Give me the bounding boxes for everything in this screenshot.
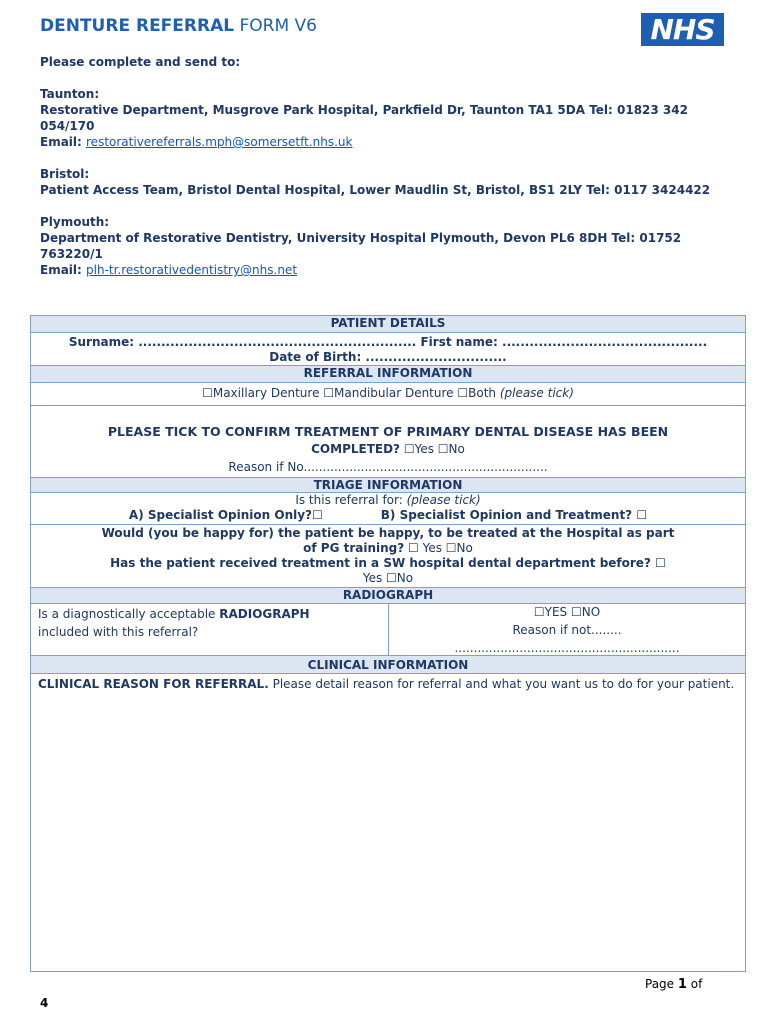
radiograph-reason[interactable]: Reason if not........ (512, 623, 622, 637)
referral-for-label: Is this referral for: (295, 493, 407, 507)
clinical-info-header: CLINICAL INFORMATION (31, 656, 745, 674)
specialist-opinion-only-checkbox[interactable]: A) Specialist Opinion Only?☐ (128, 508, 323, 522)
radiograph-row (31, 604, 745, 656)
clinical-reason-label (38, 676, 738, 692)
patient-details-header: PATIENT DETAILS (31, 316, 745, 333)
primary-disease-completed-label: COMPLETED? (311, 442, 401, 456)
radiograph-question-pre: Is a diagnostically acceptable (38, 607, 220, 621)
plymouth-label: Plymouth: (40, 215, 110, 229)
radiograph-header: RADIOGRAPH (31, 587, 745, 604)
radiograph-question-post: included with this referral? (38, 625, 199, 639)
pg-training-label: of PG training? (303, 541, 405, 555)
sw-hospital-question[interactable]: Has the patient received treatment in a SW hospital dental department before? ☐ (110, 556, 666, 570)
radiograph-answers[interactable]: ☐YES ☐NO (533, 605, 601, 619)
denture-type-checkboxes[interactable]: ☐Maxillary Denture ☐Mandibular Denture ☐Both (202, 386, 496, 400)
primary-disease-answers[interactable]: ☐Yes ☐No (400, 442, 465, 456)
form-title-bold: DENTURE REFERRAL (40, 16, 235, 36)
pg-training-row (31, 525, 745, 587)
taunton-email-line (40, 134, 730, 150)
taunton-address: Restorative Department, Musgrove Park Hospital, Parkfield Dr, Taunton TA1 5DA Tel: 01823 342 054/170 (40, 103, 688, 133)
surname-firstname-field[interactable]: Surname: ............................................................. First name: ............................................. (68, 335, 708, 349)
primary-disease-row (31, 406, 745, 478)
clinical-reason-label-rest: Please detail reason for referral and what you want us to do for your patient. (268, 677, 735, 691)
denture-type-options[interactable] (31, 386, 745, 400)
nhs-logo: NHS (641, 13, 724, 46)
referral-for-row (31, 493, 745, 525)
primary-disease-question-1: PLEASE TICK TO CONFIRM TREATMENT OF PRIMARY DENTAL DISEASE HAS BEEN (107, 424, 669, 439)
dob-field[interactable]: Date of Birth: ............................... (269, 350, 507, 364)
bristol-label: Bristol: (40, 167, 90, 181)
send-to-section (40, 54, 730, 278)
radiograph-reason-dots[interactable]: ........................................................... (454, 641, 680, 655)
pg-training-question-1: Would (you be happy for) the patient be happy, to be treated at the Hospital as part (101, 526, 675, 540)
sw-hospital-answers[interactable]: Yes ☐No (362, 571, 414, 585)
send-to-heading: Please complete and send to: (40, 55, 241, 69)
triage-info-header: TRIAGE INFORMATION (31, 478, 745, 493)
radiograph-question (38, 605, 383, 641)
clinical-reason-area[interactable] (31, 674, 745, 971)
page-prefix: Page (645, 977, 678, 991)
form-title-rest: FORM V6 (234, 16, 317, 36)
taunton-email-link[interactable]: restorativereferrals.mph@somersetft.nhs.uk (86, 135, 353, 149)
referral-for-question (31, 493, 745, 507)
pg-training-answers[interactable]: ☐ Yes ☐No (404, 541, 473, 555)
form-title (40, 16, 317, 36)
primary-disease-question-2 (31, 442, 745, 456)
referral-info-header: REFERRAL INFORMATION (31, 366, 745, 383)
bristol-address: Patient Access Team, Bristol Dental Hospital, Lower Maudlin St, Bristol, BS1 2LY Tel: 0117 3424422 (40, 183, 711, 197)
patient-details-row (31, 333, 745, 366)
plymouth-email-link[interactable]: plh-tr.restorativedentistry@nhs.net (86, 263, 298, 277)
pg-training-question-2 (31, 541, 745, 555)
page-current: 1 (677, 977, 687, 992)
plymouth-email-line (40, 262, 730, 278)
referral-form-table (30, 315, 746, 972)
specialist-opinion-treatment-checkbox[interactable]: B) Specialist Opinion and Treatment? ☐ (380, 508, 648, 522)
radiograph-question-bold: RADIOGRAPH (219, 607, 310, 621)
taunton-label: Taunton: (40, 87, 100, 101)
referral-for-hint: (please tick) (406, 493, 481, 507)
denture-type-hint: (please tick) (496, 386, 574, 400)
page-indicator (645, 977, 702, 992)
taunton-email-label: Email: (40, 135, 87, 149)
plymouth-address: Department of Restorative Dentistry, University Hospital Plymouth, Devon PL6 8DH Tel: 01752 763220/1 (40, 231, 682, 261)
reason-if-no-field[interactable]: Reason if No................................................................ (228, 460, 548, 474)
referral-for-options (31, 508, 745, 522)
plymouth-email-label: Email: (40, 263, 87, 277)
clinical-reason-label-bold: CLINICAL REASON FOR REFERRAL. (38, 677, 269, 691)
page-total: 4 (40, 996, 49, 1010)
page-of: of (686, 977, 703, 991)
denture-type-row (31, 383, 745, 406)
